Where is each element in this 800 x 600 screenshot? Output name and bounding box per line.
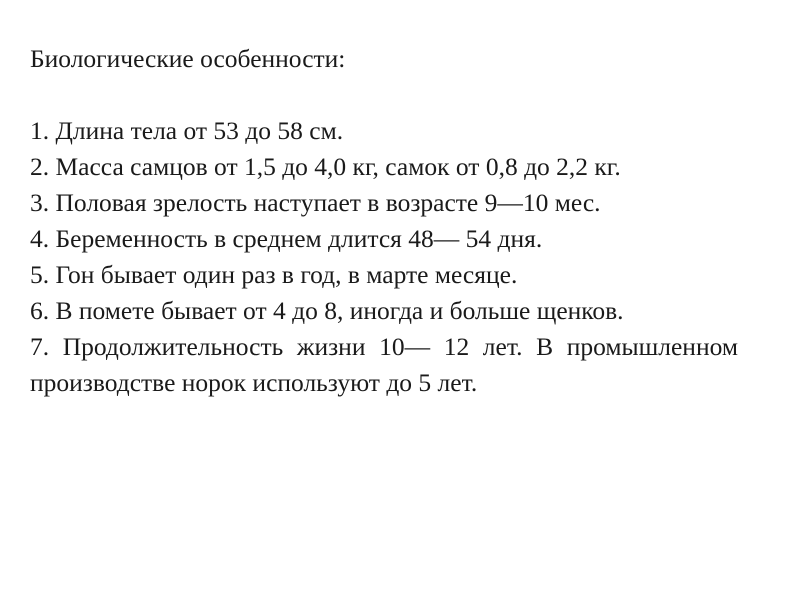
list-item-7: 7. Продолжительность жизни 10— 12 лет. В промышленном производстве норок используют до 5 лет.	[30, 332, 738, 397]
list-item-2: 2. Масса самцов от 1,5 до 4,0 кг, самок от 0,8 до 2,2 кг.	[30, 152, 621, 181]
list-item-5: 5. Гон бывает один раз в год, в марте месяце.	[30, 260, 518, 289]
list-item-6: 6. В помете бывает от 4 до 8, иногда и больше щенков.	[30, 296, 624, 325]
text-block	[30, 41, 738, 401]
list-item-3: 3. Половая зрелость наступает в возрасте 9—10 мес.	[30, 188, 601, 217]
list-item-4: 4. Беременность в среднем длится 48— 54 дня.	[30, 224, 543, 253]
list-item-1: 1. Длина тела от 53 до 58 см.	[30, 116, 344, 145]
section-heading: Биологические особенности:	[30, 44, 346, 73]
